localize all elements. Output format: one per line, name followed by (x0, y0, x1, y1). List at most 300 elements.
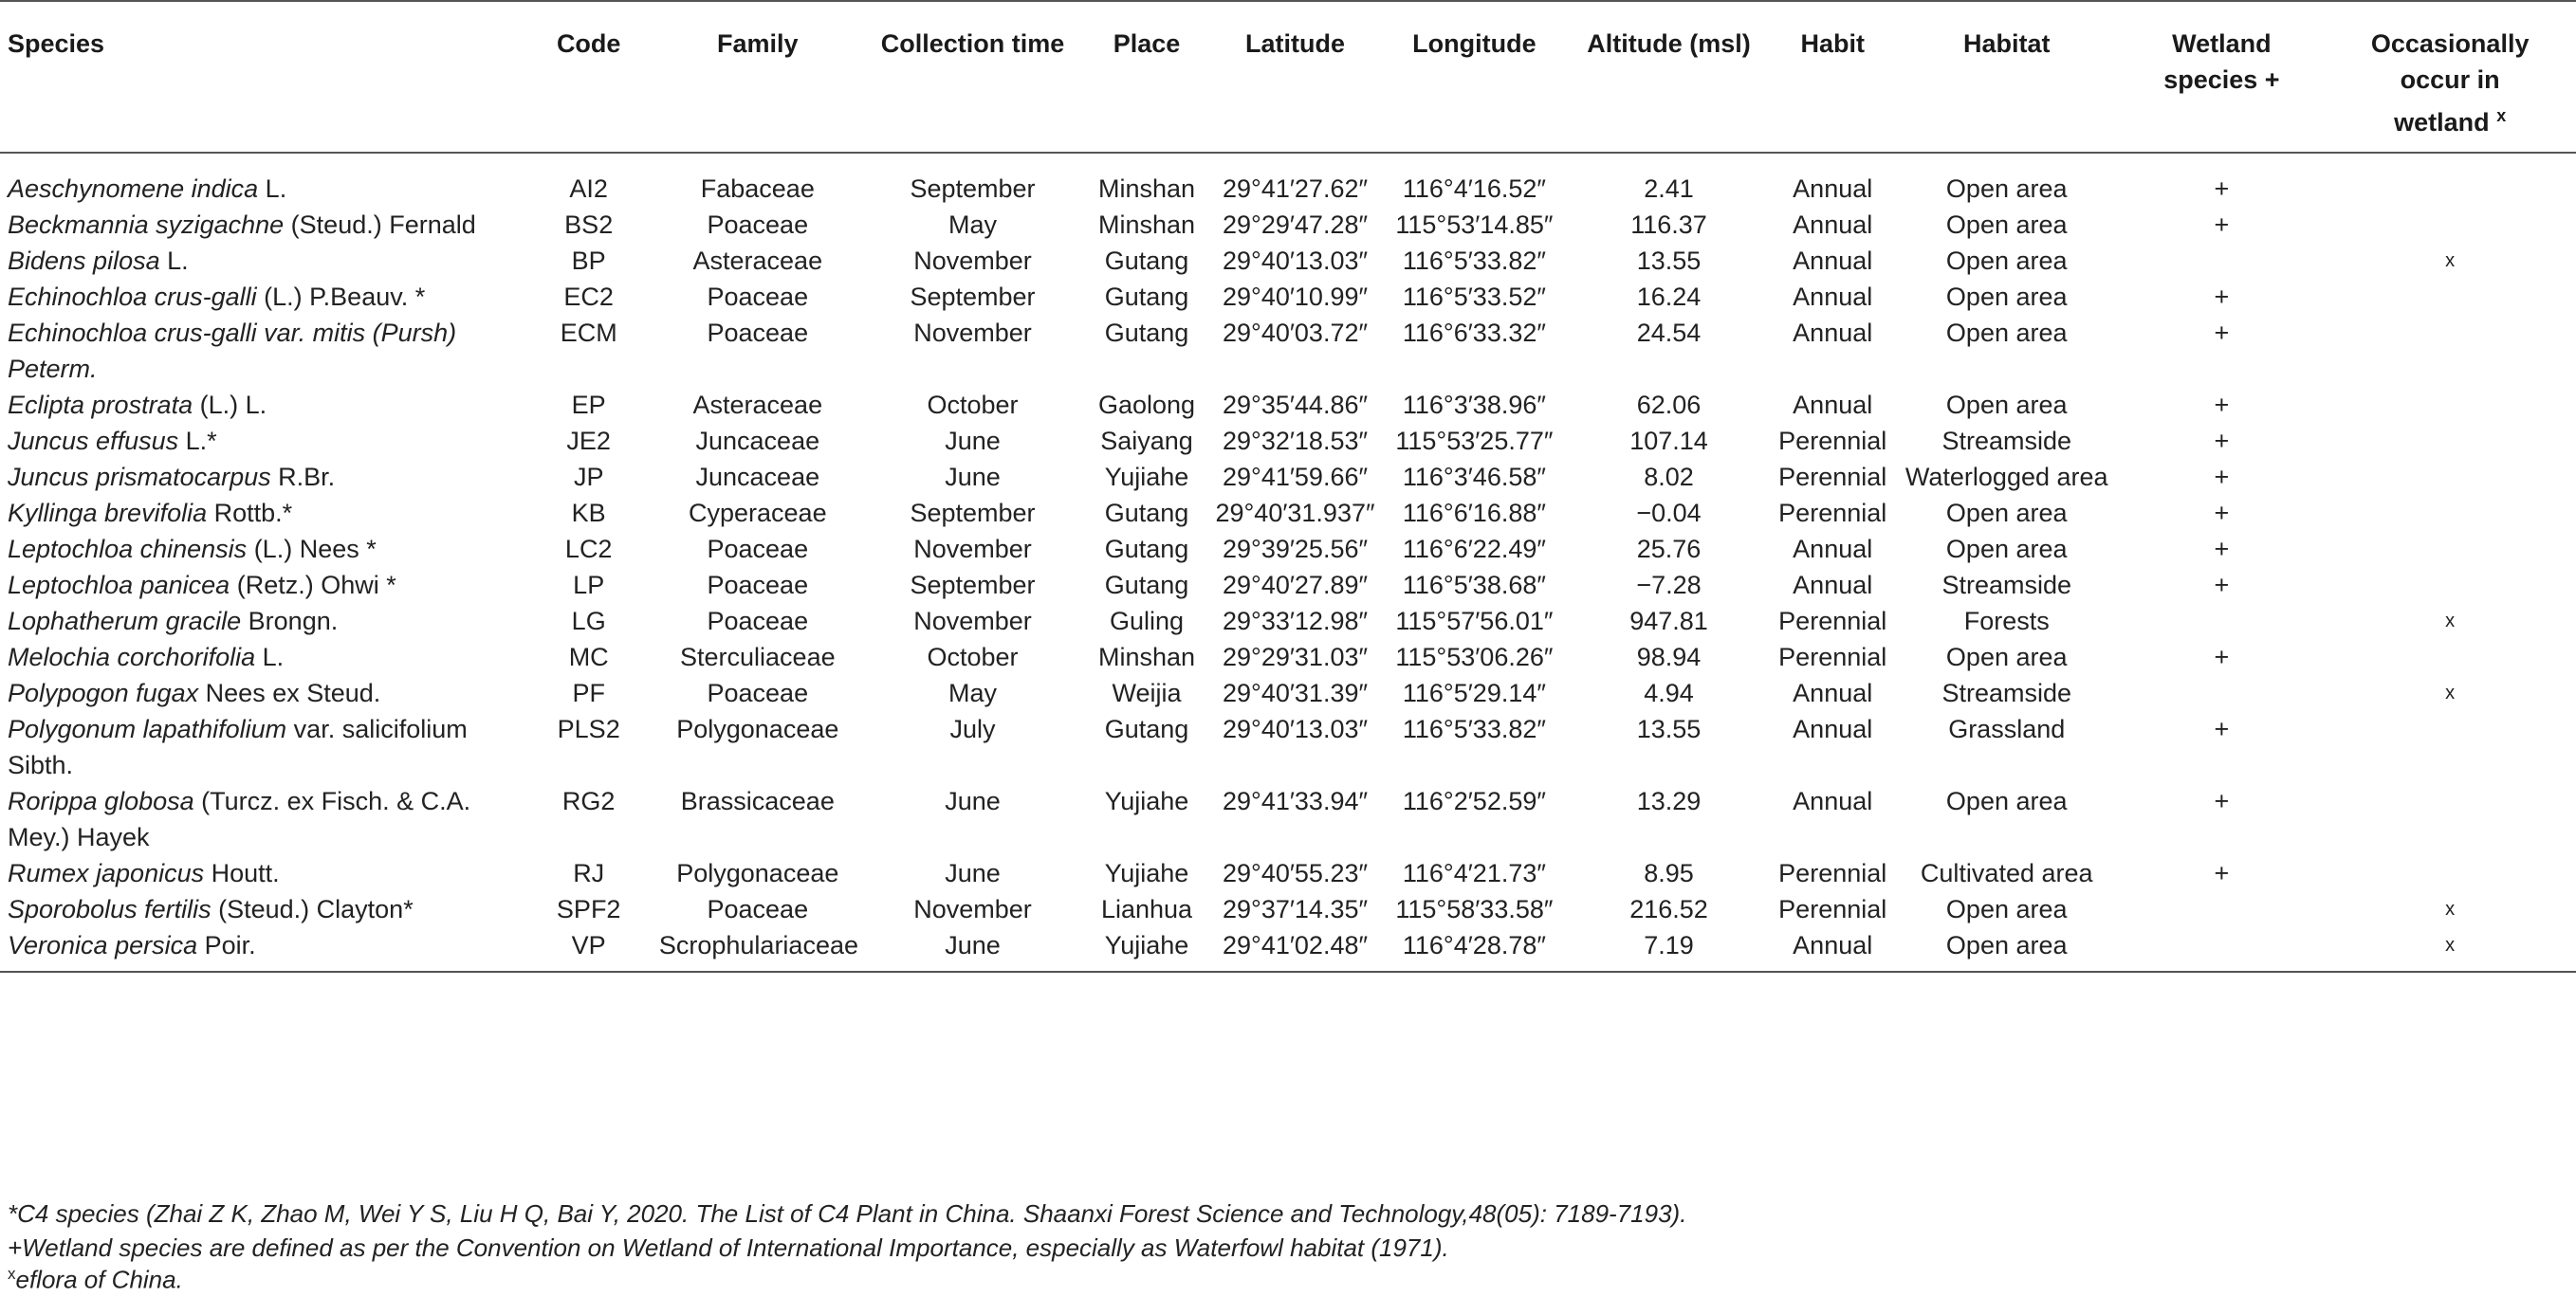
species-author: (L.) Nees * (247, 535, 377, 563)
species-cell (0, 207, 523, 243)
wetland-mark (2119, 675, 2324, 711)
species-author: L. (258, 174, 287, 203)
latitude-cell: 29°32′18.53″ (1222, 427, 1369, 455)
family-cell: Asteraceae (692, 391, 823, 419)
col-header-code: Code (556, 29, 621, 58)
latitude-cell: 29°35′44.86″ (1222, 391, 1369, 419)
habitat-cell: Open area (1945, 643, 2068, 671)
species-cell (0, 855, 523, 891)
occasional-wetland-mark (2324, 567, 2576, 603)
wetland-mark: + (2214, 787, 2230, 815)
code-cell: ECM (560, 319, 617, 347)
family-cell: Sterculiaceae (680, 643, 836, 671)
col-header-wetland-species (2119, 1, 2324, 153)
altitude-cell: 98.94 (1636, 643, 1702, 671)
habit-cell: Perennial (1778, 895, 1887, 923)
latitude-cell: 29°33′12.98″ (1222, 607, 1369, 635)
family-cell: Brassicaceae (680, 787, 835, 815)
code-cell: SPF2 (556, 895, 621, 923)
collection-time-cell: June (945, 427, 1001, 455)
altitude-cell: 16.24 (1636, 283, 1702, 311)
species-name: Sporobolus fertilis (8, 895, 212, 923)
collection-time-cell: November (913, 247, 1032, 275)
collection-time-cell: June (945, 787, 1001, 815)
family-cell: Poaceae (707, 319, 809, 347)
occ-header-line-3: wetland (2394, 108, 2490, 137)
longitude-cell: 116°4′16.52″ (1402, 174, 1546, 203)
col-header-family: Family (717, 29, 799, 58)
family-cell: Poaceae (707, 210, 809, 239)
table-row (0, 531, 2576, 567)
family-cell: Fabaceae (700, 174, 815, 203)
species-name: Leptochloa chinensis (8, 535, 248, 563)
wetland-mark (2119, 891, 2324, 927)
species-name: Juncus prismatocarpus (8, 463, 271, 491)
latitude-cell: 29°41′27.62″ (1222, 174, 1369, 203)
collection-time-cell: June (945, 931, 1001, 959)
collection-time-cell: May (948, 210, 997, 239)
table-row (0, 639, 2576, 675)
col-header-altitude: Altitude (msl) (1587, 29, 1751, 58)
species-name: Echinochloa crus-galli (8, 283, 257, 311)
habit-cell: Annual (1793, 174, 1873, 203)
species-cell (0, 711, 523, 783)
habitat-cell: Open area (1945, 283, 2068, 311)
longitude-cell: 116°6′16.88″ (1402, 499, 1546, 527)
code-cell: AI2 (569, 174, 608, 203)
species-author: (L.) P.Beauv. * (256, 283, 426, 311)
place-cell: Gutang (1104, 499, 1189, 527)
habitat-cell: Open area (1945, 210, 2068, 239)
wetland-mark: + (2214, 427, 2230, 455)
collection-time-cell: October (927, 643, 1019, 671)
species-name: Kyllinga brevifolia (8, 499, 208, 527)
code-cell: PF (572, 679, 605, 707)
table-row (0, 675, 2576, 711)
col-header-latitude: Latitude (1245, 29, 1346, 58)
habitat-cell: Open area (1945, 247, 2068, 275)
habit-cell: Annual (1793, 931, 1873, 959)
col-header-place: Place (1113, 29, 1181, 58)
table-row (0, 855, 2576, 891)
species-name: Melochia corchorifolia (8, 643, 256, 671)
habitat-cell: Open area (1945, 931, 2068, 959)
occasional-wetland-mark: x (2445, 899, 2456, 920)
code-cell: VP (571, 931, 606, 959)
wetland-mark (2119, 603, 2324, 639)
place-cell: Gaolong (1097, 391, 1196, 419)
altitude-cell: 8.95 (1644, 859, 1694, 887)
species-cell (0, 153, 523, 207)
place-cell: Yujiahe (1104, 787, 1189, 815)
altitude-cell: 8.02 (1644, 463, 1694, 491)
altitude-cell: 24.54 (1636, 319, 1702, 347)
latitude-cell: 29°40′03.72″ (1222, 319, 1369, 347)
family-cell: Poaceae (707, 283, 809, 311)
table-row (0, 567, 2576, 603)
latitude-cell: 29°41′59.66″ (1222, 463, 1369, 491)
species-cell (0, 891, 523, 927)
occasional-wetland-mark: x (2445, 683, 2456, 703)
wetland-mark (2119, 927, 2324, 972)
species-name: Veronica persica (8, 931, 198, 959)
habit-cell: Perennial (1778, 859, 1887, 887)
habit-cell: Perennial (1778, 643, 1887, 671)
longitude-cell: 116°3′38.96″ (1402, 391, 1546, 419)
footnote-flora-text: eflora of China. (15, 1265, 183, 1294)
place-cell: Yujiahe (1104, 931, 1189, 959)
footnote-flora-sup: x (8, 1265, 16, 1283)
altitude-cell: 13.55 (1636, 715, 1702, 743)
species-name: Bidens pilosa (8, 247, 160, 275)
occasional-wetland-mark (2324, 459, 2576, 495)
species-author: Nees ex Steud. (198, 679, 381, 707)
table-row (0, 927, 2576, 972)
habit-cell: Annual (1793, 319, 1873, 347)
species-name: Polypogon fugax (8, 679, 199, 707)
place-cell: Gutang (1104, 715, 1189, 743)
longitude-cell: 116°6′33.32″ (1402, 319, 1546, 347)
longitude-cell: 116°5′33.82″ (1402, 247, 1546, 275)
latitude-cell: 29°40′27.89″ (1222, 571, 1369, 599)
table-row (0, 387, 2576, 423)
habit-cell: Perennial (1778, 463, 1887, 491)
wetland-mark: + (2214, 283, 2230, 311)
table-row (0, 495, 2576, 531)
code-cell: PLS2 (557, 715, 620, 743)
wetland-mark: + (2214, 391, 2230, 419)
collection-time-cell: November (913, 607, 1032, 635)
footnote-flora (8, 1257, 183, 1297)
habit-cell: Annual (1793, 715, 1873, 743)
species-cell (0, 675, 523, 711)
species-cell (0, 279, 523, 315)
wetland-mark: + (2214, 210, 2230, 239)
place-cell: Yujiahe (1104, 463, 1189, 491)
family-cell: Polygonaceae (676, 715, 839, 743)
occasional-wetland-mark (2324, 711, 2576, 783)
longitude-cell: 116°6′22.49″ (1402, 535, 1546, 563)
wetland-header-line-1: Wetland (2172, 29, 2272, 58)
habitat-cell: Grassland (1948, 715, 2066, 743)
occ-header-line-2: occur in (2400, 65, 2500, 94)
wetland-mark: + (2214, 859, 2230, 887)
altitude-cell: 13.29 (1636, 787, 1702, 815)
longitude-cell: 115°58′33.58″ (1395, 895, 1554, 923)
habit-cell: Annual (1793, 535, 1873, 563)
code-cell: RG2 (561, 787, 616, 815)
place-cell: Gutang (1104, 283, 1189, 311)
collection-time-cell: October (927, 391, 1019, 419)
species-author: Poir. (197, 931, 256, 959)
species-cell (0, 243, 523, 279)
longitude-cell: 116°5′33.82″ (1402, 715, 1546, 743)
code-cell: KB (571, 499, 606, 527)
family-cell: Polygonaceae (676, 859, 839, 887)
habit-cell: Perennial (1778, 499, 1887, 527)
habitat-cell: Open area (1945, 535, 2068, 563)
code-cell: EP (571, 391, 606, 419)
place-cell: Guling (1109, 607, 1185, 635)
table-row (0, 783, 2576, 855)
occasional-wetland-mark: x (2445, 935, 2456, 956)
altitude-cell: −7.28 (1636, 571, 1702, 599)
wetland-mark: + (2214, 499, 2230, 527)
species-author: (L.) L. (193, 391, 267, 419)
habit-cell: Perennial (1778, 607, 1887, 635)
family-cell: Cyperaceae (689, 499, 827, 527)
table-row (0, 891, 2576, 927)
wetland-mark: + (2214, 571, 2230, 599)
occasional-wetland-mark: x (2445, 611, 2456, 631)
footnote-c4: *C4 species (Zhai Z K, Zhao M, Wei Y S, Liu H Q, Bai Y, 2020. The List of C4 Plant in China. Shaanxi Forest Science and Technology,48(05): 7189-7193). (8, 1199, 1687, 1228)
species-author: (Retz.) Ohwi * (230, 571, 396, 599)
species-cell (0, 423, 523, 459)
species-author: Houtt. (204, 859, 280, 887)
altitude-cell: 947.81 (1629, 607, 1708, 635)
species-name: Polygonum lapathifolium (8, 715, 287, 743)
habitat-cell: Open area (1945, 499, 2068, 527)
species-name: Rumex japonicus (8, 859, 205, 887)
altitude-cell: 25.76 (1636, 535, 1702, 563)
collection-time-cell: September (910, 499, 1036, 527)
habitat-cell: Open area (1945, 787, 2068, 815)
table-row (0, 243, 2576, 279)
header-row (0, 1, 2576, 153)
longitude-cell: 115°53′25.77″ (1395, 427, 1554, 455)
collection-time-cell: November (913, 319, 1032, 347)
altitude-cell: 7.19 (1644, 931, 1694, 959)
collection-time-cell: September (910, 283, 1036, 311)
code-cell: LG (571, 607, 606, 635)
occasional-wetland-mark (2324, 279, 2576, 315)
habit-cell: Perennial (1778, 427, 1887, 455)
place-cell: Minshan (1097, 174, 1196, 203)
code-cell: MC (568, 643, 609, 671)
code-cell: EC2 (563, 283, 614, 311)
altitude-cell: 4.94 (1644, 679, 1694, 707)
habit-cell: Annual (1793, 247, 1873, 275)
occ-header-line-1: Occasionally (2370, 29, 2530, 58)
species-author: L. (159, 247, 189, 275)
occasional-wetland-mark (2324, 423, 2576, 459)
species-author: (Steud.) Clayton* (211, 895, 414, 923)
habitat-cell: Open area (1945, 391, 2068, 419)
col-header-occasionally-wetland (2324, 1, 2576, 153)
latitude-cell: 29°29′31.03″ (1222, 643, 1369, 671)
species-author: L. (255, 643, 285, 671)
family-cell: Juncaceae (695, 427, 820, 455)
habit-cell: Annual (1793, 210, 1873, 239)
species-name: Rorippa globosa (8, 787, 194, 815)
col-header-habitat: Habitat (1962, 29, 2051, 58)
habitat-cell: Streamside (1941, 571, 2071, 599)
habitat-cell: Open area (1945, 319, 2068, 347)
species-author: R.Br. (270, 463, 336, 491)
latitude-cell: 29°41′02.48″ (1222, 931, 1369, 959)
wetland-mark: + (2214, 319, 2230, 347)
place-cell: Gutang (1104, 247, 1189, 275)
place-cell: Gutang (1104, 535, 1189, 563)
species-cell (0, 387, 523, 423)
col-header-collection-time: Collection time (880, 29, 1065, 58)
altitude-cell: 2.41 (1644, 174, 1694, 203)
table-row (0, 315, 2576, 387)
habitat-cell: Open area (1945, 895, 2068, 923)
latitude-cell: 29°37′14.35″ (1222, 895, 1369, 923)
latitude-cell: 29°40′13.03″ (1222, 715, 1369, 743)
table-row (0, 603, 2576, 639)
occasional-wetland-mark (2324, 783, 2576, 855)
code-cell: RJ (573, 859, 605, 887)
altitude-cell: 116.37 (1630, 210, 1707, 239)
occasional-wetland-mark (2324, 315, 2576, 387)
place-cell: Minshan (1097, 643, 1196, 671)
place-cell: Gutang (1104, 319, 1189, 347)
col-header-habit: Habit (1800, 29, 1865, 58)
habitat-cell: Cultivated area (1920, 859, 2093, 887)
table-row (0, 207, 2576, 243)
code-cell: JP (573, 463, 604, 491)
species-name: Aeschynomene indica (8, 174, 259, 203)
collection-time-cell: July (949, 715, 996, 743)
latitude-cell: 29°40′55.23″ (1222, 859, 1369, 887)
species-author: (Turcz. ex Fisch. & C.A. Mey.) Hayek (8, 787, 471, 851)
wetland-mark: + (2214, 463, 2230, 491)
family-cell: Scrophulariaceae (658, 931, 858, 959)
table-row (0, 423, 2576, 459)
family-cell: Poaceae (707, 679, 809, 707)
species-author: L.* (178, 427, 217, 455)
latitude-cell: 29°40′31.937″ (1215, 499, 1375, 527)
wetland-mark (2119, 243, 2324, 279)
code-cell: BP (571, 247, 606, 275)
species-name: Leptochloa panicea (8, 571, 230, 599)
species-cell (0, 459, 523, 495)
species-cell (0, 567, 523, 603)
collection-time-cell: September (910, 174, 1036, 203)
habit-cell: Annual (1793, 679, 1873, 707)
altitude-cell: 13.55 (1636, 247, 1702, 275)
species-cell (0, 495, 523, 531)
longitude-cell: 116°3′46.58″ (1402, 463, 1546, 491)
latitude-cell: 29°29′47.28″ (1222, 210, 1369, 239)
occasional-wetland-mark (2324, 495, 2576, 531)
table-row (0, 279, 2576, 315)
col-header-species: Species (8, 29, 105, 58)
habit-cell: Annual (1793, 571, 1873, 599)
code-cell: LP (573, 571, 605, 599)
collection-time-cell: September (910, 571, 1036, 599)
family-cell: Asteraceae (692, 247, 823, 275)
species-name: Eclipta prostrata (8, 391, 193, 419)
altitude-cell: 216.52 (1629, 895, 1708, 923)
col-header-longitude: Longitude (1412, 29, 1536, 58)
place-cell: Gutang (1104, 571, 1189, 599)
longitude-cell: 116°4′28.78″ (1402, 931, 1546, 959)
latitude-cell: 29°40′31.39″ (1222, 679, 1369, 707)
occ-header-sup: x (2496, 106, 2507, 125)
family-cell: Poaceae (707, 535, 809, 563)
habitat-cell: Forests (1963, 607, 2050, 635)
species-author: (Steud.) Fernald (284, 210, 476, 239)
family-cell: Poaceae (707, 571, 809, 599)
longitude-cell: 115°53′06.26″ (1395, 643, 1554, 671)
occasional-wetland-mark (2324, 387, 2576, 423)
latitude-cell: 29°41′33.94″ (1222, 787, 1369, 815)
family-cell: Juncaceae (695, 463, 820, 491)
longitude-cell: 116°5′29.14″ (1402, 679, 1546, 707)
family-cell: Poaceae (707, 895, 809, 923)
species-author: Brongn. (241, 607, 339, 635)
species-cell (0, 315, 523, 387)
habit-cell: Annual (1793, 787, 1873, 815)
species-author: var. salicifolium Sibth. (8, 715, 468, 779)
occasional-wetland-mark (2324, 855, 2576, 891)
wetland-header-line-2: species + (2163, 65, 2280, 94)
habit-cell: Annual (1793, 391, 1873, 419)
species-name: Lophatherum gracile (8, 607, 242, 635)
wetland-mark: + (2214, 715, 2230, 743)
latitude-cell: 29°40′13.03″ (1222, 247, 1369, 275)
code-cell: BS2 (564, 210, 614, 239)
species-cell (0, 639, 523, 675)
wetland-mark: + (2214, 535, 2230, 563)
collection-time-cell: June (945, 463, 1001, 491)
habitat-cell: Open area (1945, 174, 2068, 203)
collection-time-cell: June (945, 859, 1001, 887)
species-author: Rottb.* (207, 499, 293, 527)
longitude-cell: 116°2′52.59″ (1402, 787, 1546, 815)
occasional-wetland-mark (2324, 153, 2576, 207)
collection-time-cell: November (913, 535, 1032, 563)
species-name: Beckmannia syzigachne (8, 210, 285, 239)
latitude-cell: 29°39′25.56″ (1222, 535, 1369, 563)
species-cell (0, 927, 523, 972)
occasional-wetland-mark (2324, 531, 2576, 567)
place-cell: Minshan (1097, 210, 1196, 239)
longitude-cell: 116°4′21.73″ (1402, 859, 1546, 887)
species-cell (0, 531, 523, 567)
table-row (0, 153, 2576, 207)
place-cell: Lianhua (1100, 895, 1193, 923)
altitude-cell: 62.06 (1636, 391, 1702, 419)
species-cell (0, 603, 523, 639)
collection-time-cell: November (913, 895, 1032, 923)
habit-cell: Annual (1793, 283, 1873, 311)
species-cell (0, 783, 523, 855)
place-cell: Saiyang (1100, 427, 1193, 455)
habitat-cell: Streamside (1941, 427, 2071, 455)
altitude-cell: 107.14 (1629, 427, 1708, 455)
code-cell: LC2 (564, 535, 613, 563)
table-row (0, 459, 2576, 495)
longitude-cell: 116°5′33.52″ (1402, 283, 1546, 311)
wetland-mark: + (2214, 174, 2230, 203)
occasional-wetland-mark (2324, 639, 2576, 675)
habitat-cell: Waterlogged area (1904, 463, 2108, 491)
collection-time-cell: May (948, 679, 997, 707)
place-cell: Weijia (1112, 679, 1182, 707)
table-row (0, 711, 2576, 783)
footnote-wetland: +Wetland species are defined as per the Convention on Wetland of International Importance, especially as Waterfowl habitat (1971). (8, 1233, 1449, 1262)
family-cell: Poaceae (707, 607, 809, 635)
longitude-cell: 116°5′38.68″ (1402, 571, 1546, 599)
species-name: Echinochloa crus-galli var. mitis (Pursh) Peterm. (8, 319, 457, 383)
altitude-cell: −0.04 (1636, 499, 1702, 527)
species-name: Juncus effusus (8, 427, 179, 455)
longitude-cell: 115°57′56.01″ (1395, 607, 1554, 635)
